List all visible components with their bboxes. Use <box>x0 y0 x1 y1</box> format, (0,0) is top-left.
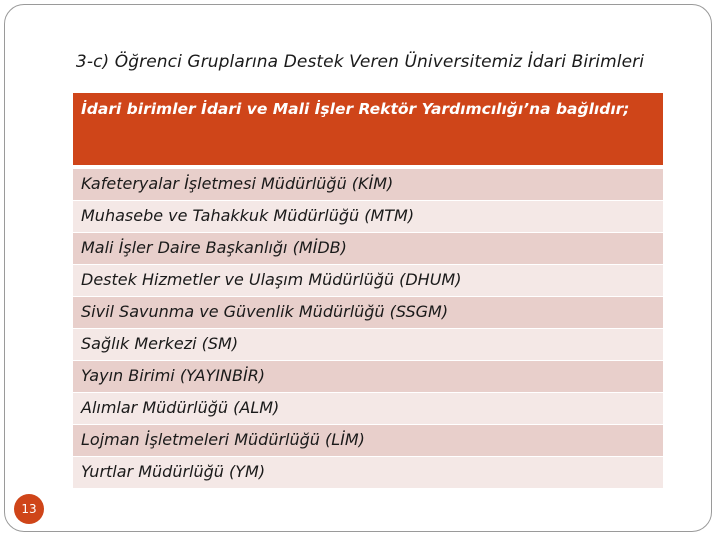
table-row: Kafeteryalar İşletmesi Müdürlüğü (KİM) <box>73 169 663 200</box>
table-row: Yayın Birimi (YAYINBİR) <box>73 361 663 392</box>
table-header: İdari birimler İdari ve Mali İşler Rektör Yardımcılığı’na bağlıdır; <box>73 93 663 165</box>
table-row: Lojman İşletmeleri Müdürlüğü (LİM) <box>73 425 663 456</box>
table-row: Alımlar Müdürlüğü (ALM) <box>73 393 663 424</box>
table-body <box>73 169 663 488</box>
table-row: Sivil Savunma ve Güvenlik Müdürlüğü (SSGM) <box>73 297 663 328</box>
table-row: Yurtlar Müdürlüğü (YM) <box>73 457 663 488</box>
slide-title: 3-c) Öğrenci Gruplarına Destek Veren Üniversitemiz İdari Birimleri <box>75 52 645 72</box>
table-row: Sağlık Merkezi (SM) <box>73 329 663 360</box>
units-table <box>73 93 663 488</box>
table-row: Mali İşler Daire Başkanlığı (MİDB) <box>73 233 663 264</box>
table-row: Destek Hizmetler ve Ulaşım Müdürlüğü (DHUM) <box>73 265 663 296</box>
table-row: Muhasebe ve Tahakkuk Müdürlüğü (MTM) <box>73 201 663 232</box>
page-number-badge: 13 <box>14 494 44 524</box>
